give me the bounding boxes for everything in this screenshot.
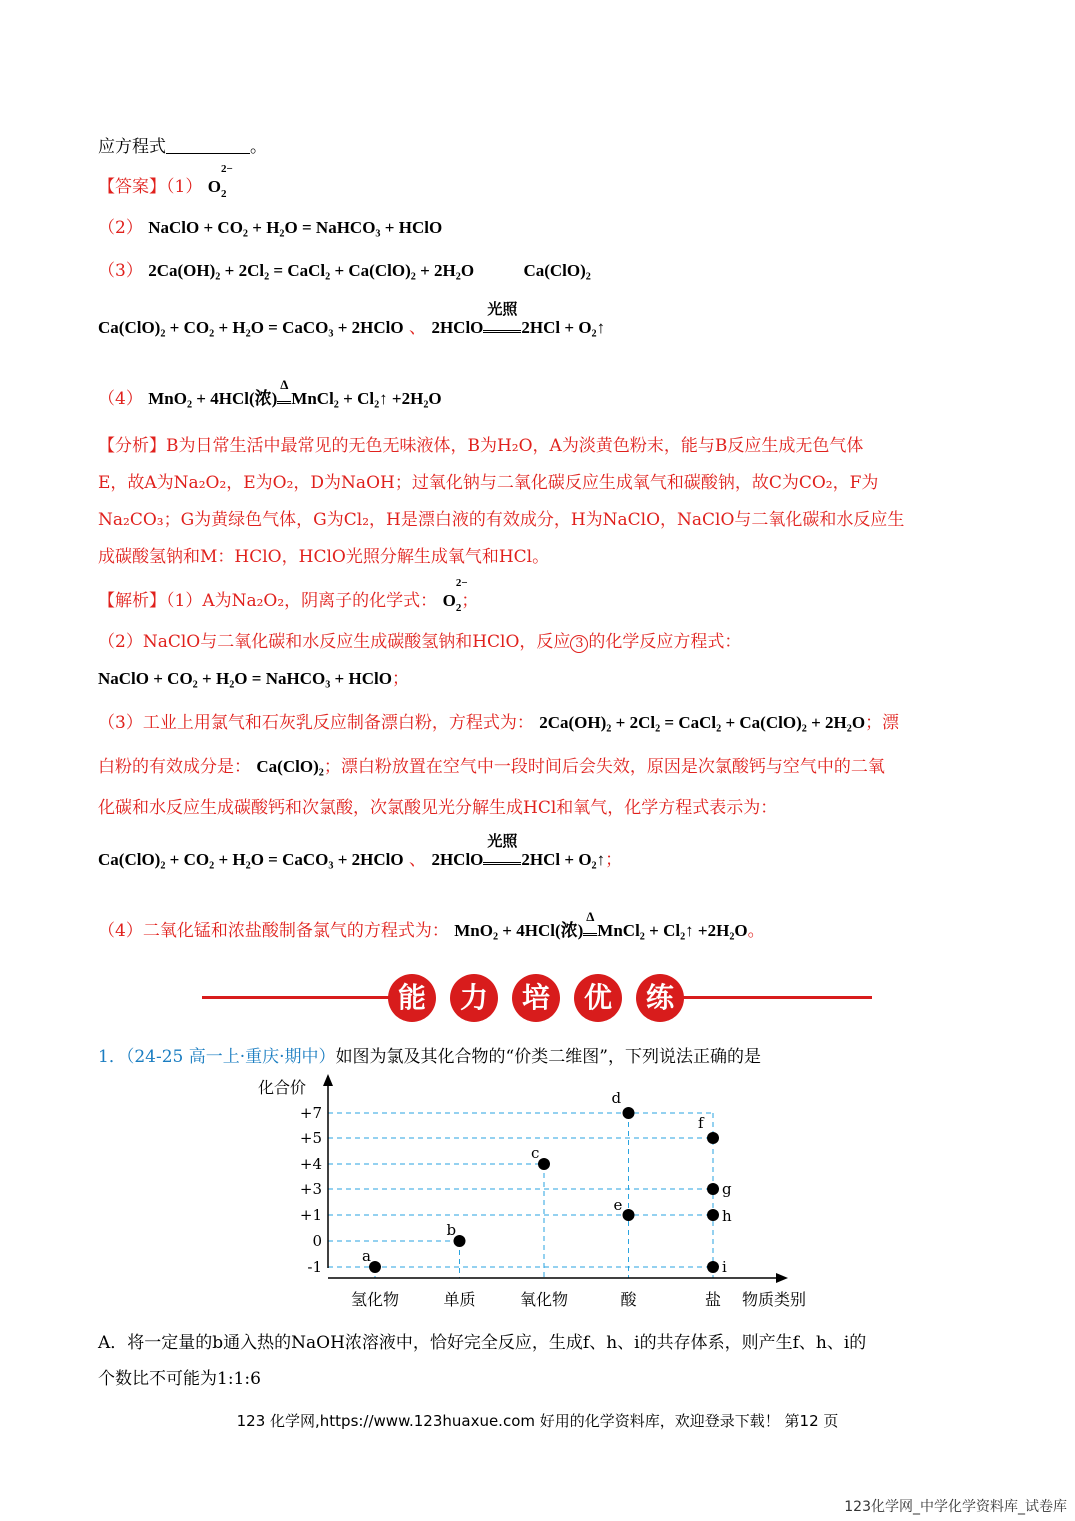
point-d — [623, 1107, 635, 1119]
point-g — [707, 1183, 719, 1195]
point-label-b: b — [446, 1221, 457, 1239]
banner-char-3: 培 — [512, 974, 560, 1022]
reaction-3-marker: 3 — [570, 635, 588, 653]
y-tick-label: -1 — [307, 1258, 322, 1276]
point-e — [623, 1209, 635, 1221]
solution-line-1: 【解析】（1）A为Na₂O₂，阴离子的化学式： $O_2$ 2− ； — [98, 577, 479, 614]
point-label-h: h — [722, 1207, 732, 1225]
point-label-a: a — [362, 1247, 371, 1265]
banner-line-right — [680, 996, 872, 999]
x-category-label: 单质 — [443, 1290, 476, 1309]
peroxide-ion: $O_2$ 2− — [207, 163, 233, 200]
banner-char-1: 能 — [388, 974, 436, 1022]
solution-line-2: （2）NaClO与二氧化碳和水反应生成碳酸氢钠和HClO，反应 3 的化学反应方程式： — [98, 632, 742, 652]
y-tick-label: +1 — [299, 1206, 322, 1224]
y-tick-label: 0 — [312, 1232, 322, 1250]
option-a-line-1: A．将一定量的b通入热的NaOH浓溶液中，恰好完全反应，生成f、h、i的共存体系，则产生f、h、i的 — [98, 1333, 867, 1353]
solution-line-2b: NaClO + CO₂ + H₂O = NaHCO₃ + HClO； — [98, 669, 409, 689]
top-line: 应方程式 。 — [98, 137, 267, 157]
analysis-paragraph: 【分析】B为日常生活中最常见的无色无味液体，B为H₂O，A为淡黄色粉末，能与B反应生成无色气体 E，故A为Na₂O₂，E为O₂，D为NaOH；过氧化钠与二氧化碳反应生成氧气和碳酸钠，故C为CO₂，F为 Na₂CO₃；G为黄绿色气体，G为Cl₂，H是漂白液的有效成分，H为NaClO，NaClO与二氧化碳和水反应生 成碳酸氢钠和M：HClO，HClO光照分解生成氧气和HCl。 — [98, 436, 905, 567]
x-category-label: 氢化物 — [350, 1290, 400, 1309]
solution-label: 【解析】 — [98, 591, 166, 611]
point-f — [707, 1132, 719, 1144]
banner-line-left — [202, 996, 392, 999]
x-category-label: 氧化物 — [519, 1290, 569, 1309]
x-category-label: 酸 — [620, 1290, 637, 1309]
point-label-g: g — [722, 1180, 732, 1198]
solution-line-4: （4）二氧化锰和浓盐酸制备氯气的方程式为： MnO₂ + 4HCl(浓) Δ MnCl₂ + Cl₂↑ +2H₂O。 — [98, 909, 765, 941]
question-stem: 1．（24-25 高一上·重庆·期中）如图为氯及其化合物的“价类二维图”，下列说法正确的是 — [98, 1047, 761, 1067]
answer-line-4: （4） MnO₂ + 4HCl(浓) Δ MnCl₂ + Cl₂↑ +2H₂O — [98, 377, 442, 409]
answer-blank — [166, 139, 250, 154]
point-label-e: e — [613, 1196, 623, 1214]
answer-line-3: （3） 2Ca(OH)₂ + 2Cl₂ = CaCl₂ + Ca(ClO)₂ + 2H₂O Ca(ClO)₂ — [98, 261, 591, 281]
chart-ylabel: 化合价 — [258, 1078, 307, 1097]
y-tick-label: +4 — [299, 1155, 322, 1173]
y-tick-label: +7 — [299, 1104, 322, 1122]
valence-class-chart — [240, 1068, 830, 1318]
solution-line-3a: （3）工业上用氯气和石灰乳反应制备漂白粉，方程式为： 2Ca(OH)₂ + 2Cl₂ = CaCl₂ + Ca(ClO)₂ + 2H₂O；漂 — [98, 713, 900, 733]
answer-label: 【答案】 — [98, 177, 166, 197]
y-axis-arrow — [323, 1074, 333, 1086]
point-label-d: d — [611, 1089, 622, 1107]
y-tick-label: +5 — [299, 1129, 322, 1147]
point-h — [707, 1209, 719, 1221]
analysis-label: 【分析】 — [98, 436, 166, 456]
point-c — [538, 1158, 550, 1170]
point-label-i: i — [722, 1258, 727, 1276]
answer-line-1: 【答案】（1） $O_2$ 2− — [98, 163, 233, 200]
watermark: 123化学网_中学化学资料库_试卷库 — [844, 1499, 1067, 1515]
answer-line-3b: Ca(ClO)₂ + CO₂ + H₂O = CaCO₃ + 2HClO 、 2HClO 光照 2HCl + O₂↑ — [98, 302, 606, 338]
solution-line-3b: 白粉的有效成分是： Ca(ClO)₂；漂白粉放置在空气中一段时间后会失效，原因是次氯酸钙与空气中的二氧 — [98, 757, 885, 777]
solution-line-3d: Ca(ClO)₂ + CO₂ + H₂O = CaCO₃ + 2HClO 、 2HClO 光照 2HCl + O₂↑； — [98, 834, 623, 870]
banner-char-2: 力 — [450, 974, 498, 1022]
x-category-label: 盐 — [704, 1290, 722, 1309]
question-source: （24-25 高一上·重庆·期中） — [125, 1047, 336, 1067]
x-axis-arrow — [776, 1273, 788, 1283]
y-tick-label: +3 — [299, 1180, 322, 1198]
point-label-c: c — [531, 1144, 540, 1162]
solution-line-3c: 化碳和水反应生成碳酸钙和次氯酸，次氯酸见光分解生成HCl和氧气，化学方程式表示为： — [98, 798, 778, 818]
answer-line-2: （2） NaClO + CO₂ + H₂O = NaHCO₃ + HClO — [98, 218, 443, 238]
point-label-f: f — [698, 1114, 704, 1132]
option-a-line-2: 个数比不可能为1:1:6 — [98, 1369, 261, 1389]
page-footer: 123 化学网,https://www.123huaxue.com 好用的化学资料库，欢迎登录下载！ 第12 页 — [236, 1412, 839, 1430]
banner-char-4: 优 — [574, 974, 622, 1022]
banner-char-5: 练 — [636, 974, 684, 1022]
chart-xlabel: 物质类别 — [742, 1290, 807, 1309]
point-i — [707, 1261, 719, 1273]
